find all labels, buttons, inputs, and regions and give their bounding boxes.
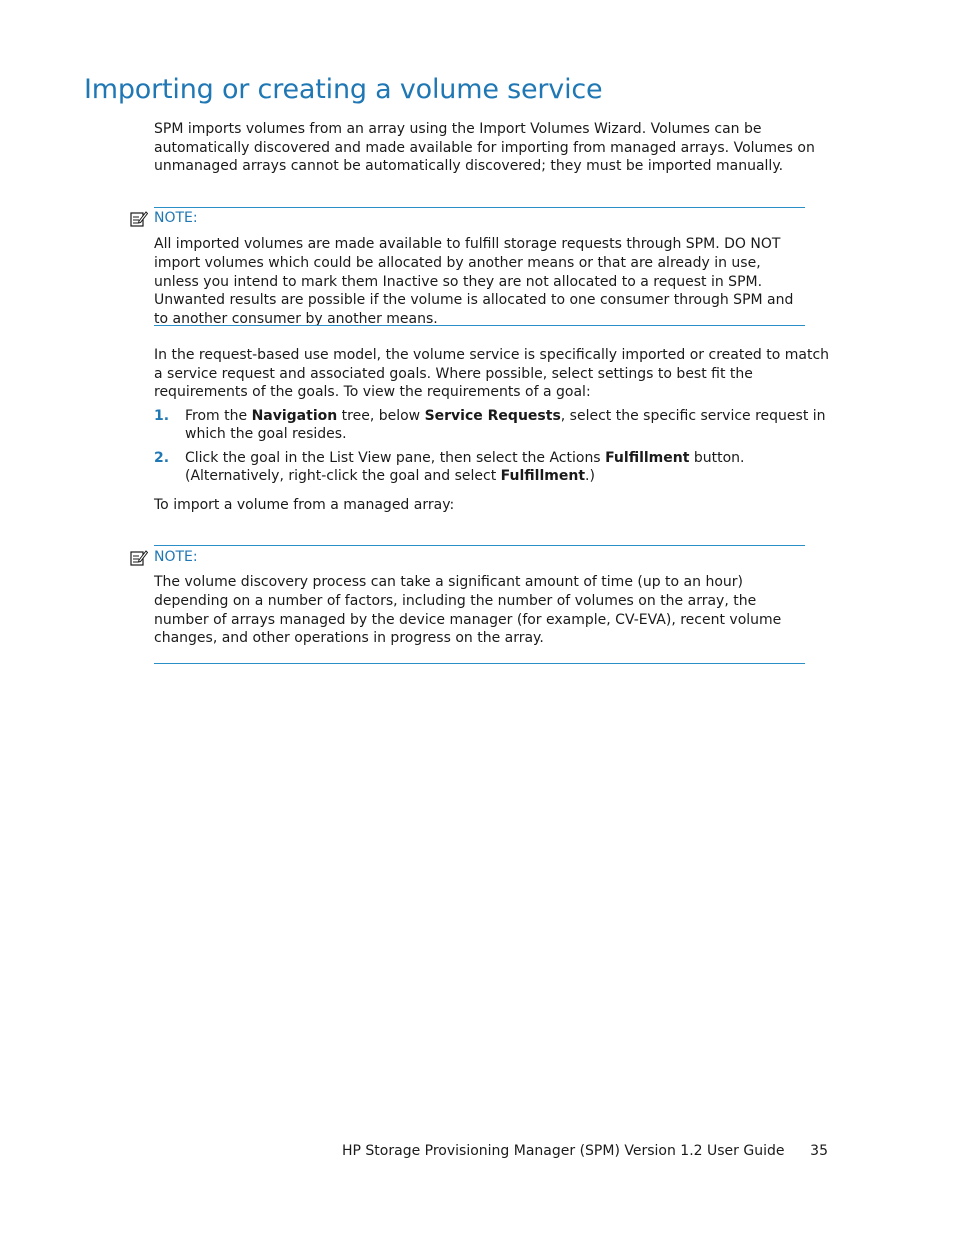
ui-term-fulfillment: Fulfillment (500, 468, 586, 485)
footer-title: HP Storage Provisioning Manager (SPM) Version 1.2 User Guide (342, 1143, 785, 1159)
ui-term-fulfillment: Fulfillment (605, 449, 690, 466)
note-header (130, 548, 198, 566)
note-top-rule (154, 545, 805, 546)
note-top-rule (154, 207, 805, 208)
step-text: , select the specific service request in which the goal resides. (185, 408, 826, 443)
page-number: 35 (810, 1143, 828, 1159)
note-label: NOTE: (154, 549, 198, 565)
intro-paragraph: SPM imports volumes from an array using the Import Volumes Wizard. Volumes can be automatically discovered and made available for importing from managed arrays. Volumes on unmanaged arrays cannot be automatically discovered; they must be imported manually. (154, 121, 815, 175)
list-item (154, 449, 830, 486)
page-footer (342, 1143, 828, 1159)
note-bottom-rule (154, 663, 805, 664)
note-text: The volume discovery process can take a significant amount of time (up to an hour) depending on a number of factors, including the number of volumes on the array, the number of arrays managed by the device manager (for example, CV-EVA), recent volume changes, and other operations in progress on the array. (154, 574, 782, 647)
step-text: tree, below (337, 408, 425, 424)
steps-list (154, 407, 830, 491)
step-text: Click the goal in the List View pane, then select the Actions (185, 449, 606, 466)
note-pencil-icon (130, 549, 148, 566)
note-label: NOTE: (154, 210, 198, 226)
import-intro-paragraph: To import a volume from a managed array: (154, 497, 455, 513)
step-text: .) (585, 468, 595, 485)
note-pencil-icon (130, 210, 148, 227)
note-text: All imported volumes are made available to fulfill storage requests through SPM. DO NOT import volumes which could be allocated by another means or that are already in use, unless you intend to mark them Inactive so they are not allocated to a request in SPM. Unwanted results are possible if the volume is allocated to one consumer through SPM and to another consumer by another means. (154, 236, 794, 328)
step-text: From the (185, 408, 252, 424)
step-text: button. (Alternatively, right-click the goal and select (185, 449, 745, 485)
ui-term-service-requests: Service Requests (424, 408, 561, 424)
ui-term-navigation: Navigation (251, 408, 338, 424)
note-bottom-rule (154, 325, 805, 326)
list-item (154, 407, 830, 444)
section-heading: Importing or creating a volume service (84, 74, 603, 105)
step-number: 2. (154, 449, 170, 466)
request-model-paragraph: In the request-based use model, the volume service is specifically imported or created to match a service request and associated goals. Where possible, select settings to best fit the requirements of the goals. To view the requirements of a goal: (154, 347, 830, 401)
note-header (130, 209, 198, 227)
step-number: 1. (154, 408, 170, 424)
